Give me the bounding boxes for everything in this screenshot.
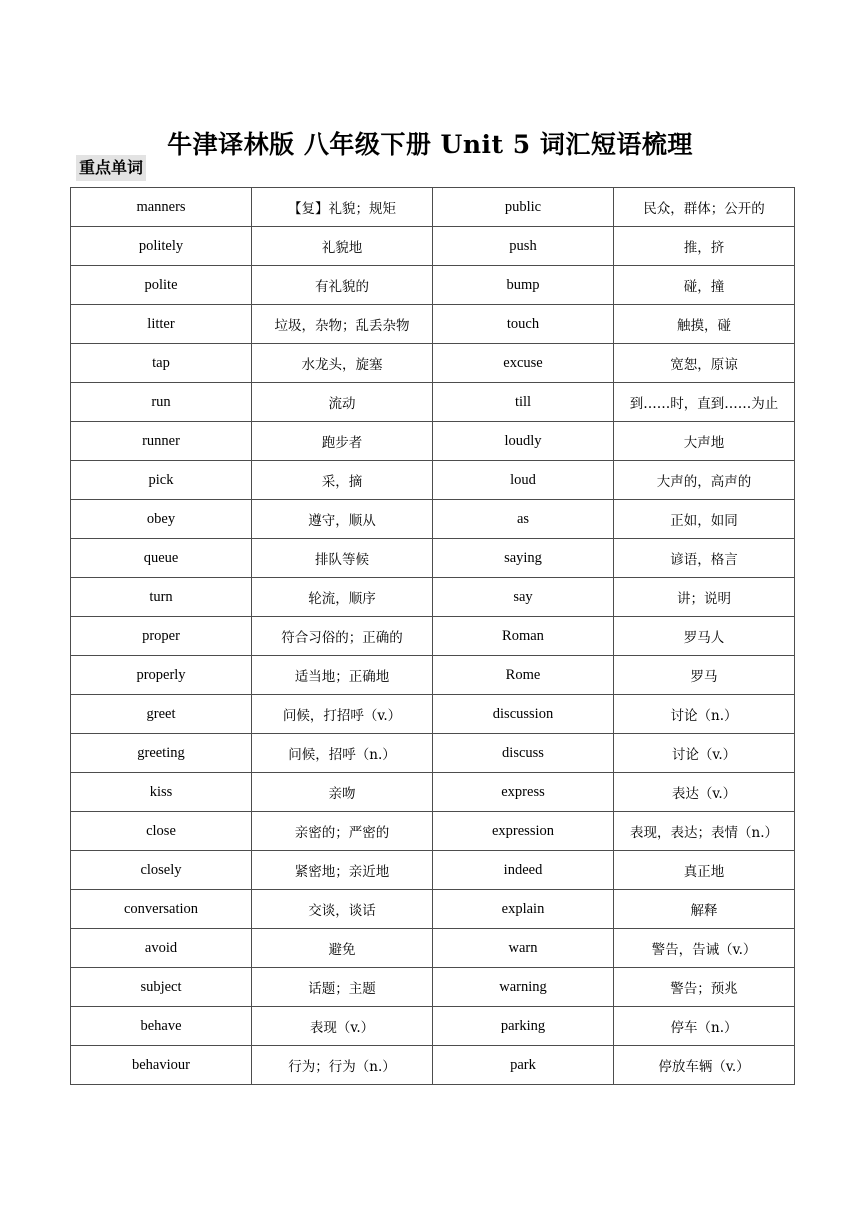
table-row bbox=[71, 1046, 795, 1085]
meaning-cell: 跑步者 bbox=[252, 422, 433, 461]
meaning-cell: 水龙头，旋塞 bbox=[252, 344, 433, 383]
table-row bbox=[71, 851, 795, 890]
word-cell: touch bbox=[433, 305, 614, 344]
meaning-cell: 交谈，谈话 bbox=[252, 890, 433, 929]
table-row bbox=[71, 1007, 795, 1046]
section-heading: 重点单词 bbox=[76, 155, 146, 181]
meaning-cell: 民众，群体；公开的 bbox=[614, 188, 795, 227]
page-title: 牛津译林版 八年级下册 Unit 5 词汇短语梳理 bbox=[167, 129, 693, 159]
word-cell: public bbox=[433, 188, 614, 227]
word-cell: kiss bbox=[71, 773, 252, 812]
word-cell: express bbox=[433, 773, 614, 812]
word-cell: discussion bbox=[433, 695, 614, 734]
meaning-cell: 问候，打招呼（v.） bbox=[252, 695, 433, 734]
meaning-cell: 谚语，格言 bbox=[614, 539, 795, 578]
meaning-cell: 大声地 bbox=[614, 422, 795, 461]
word-cell: expression bbox=[433, 812, 614, 851]
table-row bbox=[71, 539, 795, 578]
meaning-cell: 推，挤 bbox=[614, 227, 795, 266]
word-cell: obey bbox=[71, 500, 252, 539]
word-cell: excuse bbox=[433, 344, 614, 383]
meaning-cell: 话题；主题 bbox=[252, 968, 433, 1007]
table-row bbox=[71, 188, 795, 227]
meaning-cell: 采，摘 bbox=[252, 461, 433, 500]
meaning-cell: 停车（n.） bbox=[614, 1007, 795, 1046]
meaning-cell: 警告，告诫（v.） bbox=[614, 929, 795, 968]
word-cell: litter bbox=[71, 305, 252, 344]
meaning-cell: 避免 bbox=[252, 929, 433, 968]
meaning-cell: 轮流，顺序 bbox=[252, 578, 433, 617]
word-cell: discuss bbox=[433, 734, 614, 773]
word-cell: park bbox=[433, 1046, 614, 1085]
word-cell: tap bbox=[71, 344, 252, 383]
word-cell: as bbox=[433, 500, 614, 539]
word-cell: saying bbox=[433, 539, 614, 578]
meaning-cell: 正如，如同 bbox=[614, 500, 795, 539]
word-cell: greet bbox=[71, 695, 252, 734]
meaning-cell: 讨论（n.） bbox=[614, 695, 795, 734]
meaning-cell: 讲；说明 bbox=[614, 578, 795, 617]
word-cell: closely bbox=[71, 851, 252, 890]
word-cell: politely bbox=[71, 227, 252, 266]
word-cell: push bbox=[433, 227, 614, 266]
word-cell: indeed bbox=[433, 851, 614, 890]
table-row bbox=[71, 695, 795, 734]
word-cell: subject bbox=[71, 968, 252, 1007]
word-cell: Rome bbox=[433, 656, 614, 695]
word-cell: behave bbox=[71, 1007, 252, 1046]
word-cell: pick bbox=[71, 461, 252, 500]
meaning-cell: 排队等候 bbox=[252, 539, 433, 578]
meaning-cell: 停放车辆（v.） bbox=[614, 1046, 795, 1085]
word-cell: properly bbox=[71, 656, 252, 695]
meaning-cell: 亲密的；严密的 bbox=[252, 812, 433, 851]
word-cell: run bbox=[71, 383, 252, 422]
word-cell: parking bbox=[433, 1007, 614, 1046]
table-row bbox=[71, 344, 795, 383]
word-cell: conversation bbox=[71, 890, 252, 929]
word-cell: polite bbox=[71, 266, 252, 305]
table-row bbox=[71, 812, 795, 851]
word-cell: manners bbox=[71, 188, 252, 227]
word-cell: explain bbox=[433, 890, 614, 929]
meaning-cell: 垃圾，杂物；乱丢杂物 bbox=[252, 305, 433, 344]
table-row bbox=[71, 500, 795, 539]
meaning-cell: 表达（v.） bbox=[614, 773, 795, 812]
meaning-cell: 碰，撞 bbox=[614, 266, 795, 305]
word-cell: proper bbox=[71, 617, 252, 656]
table-row bbox=[71, 383, 795, 422]
meaning-cell: 罗马人 bbox=[614, 617, 795, 656]
word-cell: warn bbox=[433, 929, 614, 968]
word-cell: say bbox=[433, 578, 614, 617]
word-cell: loudly bbox=[433, 422, 614, 461]
table-row bbox=[71, 461, 795, 500]
word-cell: warning bbox=[433, 968, 614, 1007]
word-cell: queue bbox=[71, 539, 252, 578]
word-cell: Roman bbox=[433, 617, 614, 656]
table-row bbox=[71, 968, 795, 1007]
meaning-cell: 宽恕，原谅 bbox=[614, 344, 795, 383]
table-row bbox=[71, 305, 795, 344]
vocabulary-table bbox=[70, 187, 795, 1085]
meaning-cell: 符合习俗的；正确的 bbox=[252, 617, 433, 656]
meaning-cell: 表现（v.） bbox=[252, 1007, 433, 1046]
meaning-cell: 罗马 bbox=[614, 656, 795, 695]
word-cell: bump bbox=[433, 266, 614, 305]
table-row bbox=[71, 656, 795, 695]
table-row bbox=[71, 734, 795, 773]
meaning-cell: 大声的，高声的 bbox=[614, 461, 795, 500]
table-row bbox=[71, 227, 795, 266]
meaning-cell: 礼貌地 bbox=[252, 227, 433, 266]
word-cell: runner bbox=[71, 422, 252, 461]
word-cell: close bbox=[71, 812, 252, 851]
meaning-cell: 遵守，顺从 bbox=[252, 500, 433, 539]
word-cell: loud bbox=[433, 461, 614, 500]
table-row bbox=[71, 266, 795, 305]
meaning-cell: 真正地 bbox=[614, 851, 795, 890]
meaning-cell: 紧密地；亲近地 bbox=[252, 851, 433, 890]
word-cell: behaviour bbox=[71, 1046, 252, 1085]
meaning-cell: 到……时，直到……为止 bbox=[614, 383, 795, 422]
meaning-cell: 表现，表达；表情（n.） bbox=[614, 812, 795, 851]
meaning-cell: 触摸，碰 bbox=[614, 305, 795, 344]
word-cell: turn bbox=[71, 578, 252, 617]
meaning-cell: 流动 bbox=[252, 383, 433, 422]
table-row bbox=[71, 929, 795, 968]
meaning-cell: 讨论（v.） bbox=[614, 734, 795, 773]
meaning-cell: 亲吻 bbox=[252, 773, 433, 812]
table-row bbox=[71, 617, 795, 656]
word-cell: avoid bbox=[71, 929, 252, 968]
table-row bbox=[71, 422, 795, 461]
meaning-cell: 有礼貌的 bbox=[252, 266, 433, 305]
table-row bbox=[71, 578, 795, 617]
meaning-cell: 行为；行为（n.） bbox=[252, 1046, 433, 1085]
vocabulary-table-body bbox=[71, 188, 795, 1085]
meaning-cell: 【复】礼貌；规矩 bbox=[252, 188, 433, 227]
meaning-cell: 解释 bbox=[614, 890, 795, 929]
table-row bbox=[71, 890, 795, 929]
table-row bbox=[71, 773, 795, 812]
meaning-cell: 问候，招呼（n.） bbox=[252, 734, 433, 773]
word-cell: greeting bbox=[71, 734, 252, 773]
meaning-cell: 适当地；正确地 bbox=[252, 656, 433, 695]
meaning-cell: 警告；预兆 bbox=[614, 968, 795, 1007]
word-cell: till bbox=[433, 383, 614, 422]
